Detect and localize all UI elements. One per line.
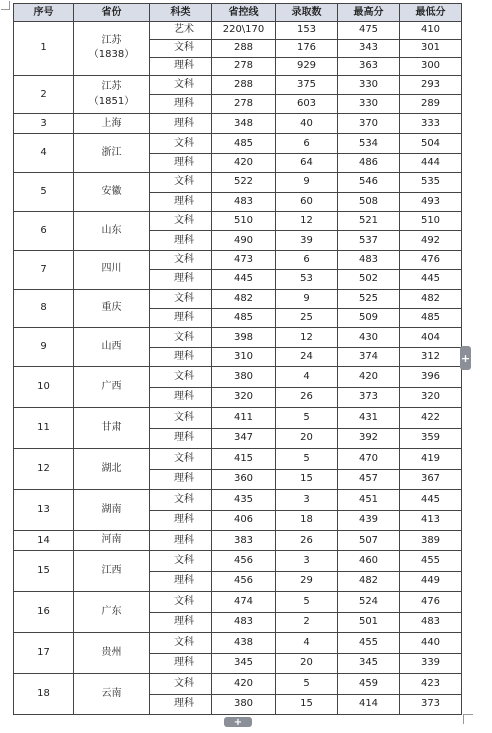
row-number: 16 — [14, 592, 74, 633]
control-line-cell: 278 — [212, 57, 276, 75]
control-line-cell: 380 — [212, 367, 276, 388]
category-cell: 理科 — [150, 694, 212, 715]
category-cell: 文科 — [150, 449, 212, 470]
category-cell: 理科 — [150, 469, 212, 490]
min-score-cell: 410 — [400, 22, 462, 40]
max-score-cell: 455 — [338, 633, 400, 654]
admitted-count-cell: 18 — [276, 510, 338, 531]
max-score-cell: 486 — [338, 153, 400, 172]
control-line-cell: 348 — [212, 114, 276, 134]
max-score-cell: 470 — [338, 449, 400, 470]
header-control-line: 省控线 — [212, 4, 276, 22]
admitted-count-cell: 40 — [276, 114, 338, 134]
control-line-cell: 485 — [212, 308, 276, 327]
min-score-cell: 389 — [400, 531, 462, 551]
min-score-cell: 301 — [400, 39, 462, 57]
max-score-cell: 546 — [338, 173, 400, 192]
min-score-cell: 413 — [400, 510, 462, 531]
control-line-cell: 474 — [212, 592, 276, 613]
control-line-cell: 310 — [212, 347, 276, 366]
max-score-cell: 439 — [338, 510, 400, 531]
control-line-cell: 485 — [212, 134, 276, 153]
min-score-cell: 289 — [400, 95, 462, 114]
category-cell: 理科 — [150, 114, 212, 134]
add-row-handle[interactable]: + — [224, 717, 252, 727]
max-score-cell: 363 — [338, 57, 400, 75]
min-score-cell: 293 — [400, 75, 462, 94]
row-number: 13 — [14, 490, 74, 531]
min-score-cell: 476 — [400, 592, 462, 613]
category-cell: 理科 — [150, 95, 212, 114]
row-number: 17 — [14, 633, 74, 674]
admitted-count-cell: 25 — [276, 308, 338, 327]
admitted-count-cell: 53 — [276, 270, 338, 289]
min-score-cell: 396 — [400, 367, 462, 388]
header-admitted: 录取数 — [276, 4, 338, 22]
header-category: 科类 — [150, 4, 212, 22]
admitted-count-cell: 20 — [276, 653, 338, 674]
table-row — [14, 289, 462, 308]
row-number: 1 — [14, 22, 74, 76]
min-score-cell: 367 — [400, 469, 462, 490]
max-score-cell: 430 — [338, 328, 400, 347]
admitted-count-cell: 64 — [276, 153, 338, 172]
min-score-cell: 404 — [400, 328, 462, 347]
category-cell: 理科 — [150, 510, 212, 531]
row-number: 18 — [14, 674, 74, 715]
category-cell: 理科 — [150, 270, 212, 289]
admitted-count-cell: 3 — [276, 551, 338, 572]
admitted-count-cell: 176 — [276, 39, 338, 57]
table-row — [14, 531, 462, 551]
province-name: 四川 — [74, 250, 150, 289]
admitted-count-cell: 5 — [276, 408, 338, 429]
control-line-cell: 490 — [212, 231, 276, 250]
max-score-cell: 501 — [338, 612, 400, 633]
category-cell: 理科 — [150, 571, 212, 592]
admitted-count-cell: 39 — [276, 231, 338, 250]
min-score-cell: 320 — [400, 387, 462, 408]
control-line-cell: 438 — [212, 633, 276, 654]
min-score-cell: 419 — [400, 449, 462, 470]
admitted-count-cell: 15 — [276, 469, 338, 490]
category-cell: 文科 — [150, 328, 212, 347]
province-name: 江苏 （1851） — [74, 75, 150, 114]
min-score-cell: 359 — [400, 428, 462, 449]
row-number: 14 — [14, 531, 74, 551]
table-row — [14, 449, 462, 470]
table-row — [14, 592, 462, 613]
min-score-cell: 333 — [400, 114, 462, 134]
min-score-cell: 476 — [400, 250, 462, 269]
admitted-count-cell: 26 — [276, 387, 338, 408]
max-score-cell: 330 — [338, 95, 400, 114]
header-province: 省份 — [74, 4, 150, 22]
row-number: 4 — [14, 134, 74, 173]
control-line-cell: 420 — [212, 674, 276, 695]
category-cell: 理科 — [150, 347, 212, 366]
category-cell: 理科 — [150, 308, 212, 327]
max-score-cell: 392 — [338, 428, 400, 449]
table-row — [14, 212, 462, 231]
max-score-cell: 524 — [338, 592, 400, 613]
category-cell: 理科 — [150, 231, 212, 250]
max-score-cell: 507 — [338, 531, 400, 551]
max-score-cell: 508 — [338, 192, 400, 211]
category-cell: 文科 — [150, 134, 212, 153]
min-score-cell: 422 — [400, 408, 462, 429]
control-line-cell: 435 — [212, 490, 276, 511]
category-cell: 理科 — [150, 153, 212, 172]
admitted-count-cell: 26 — [276, 531, 338, 551]
table-row — [14, 75, 462, 94]
table-row — [14, 490, 462, 511]
table-row — [14, 633, 462, 654]
min-score-cell: 482 — [400, 289, 462, 308]
admitted-count-cell: 12 — [276, 328, 338, 347]
category-cell: 理科 — [150, 387, 212, 408]
control-line-cell: 288 — [212, 39, 276, 57]
control-line-cell: 456 — [212, 551, 276, 572]
category-cell: 文科 — [150, 212, 212, 231]
max-score-cell: 431 — [338, 408, 400, 429]
table-row — [14, 22, 462, 40]
province-name: 河南 — [74, 531, 150, 551]
min-score-cell: 339 — [400, 653, 462, 674]
table-row — [14, 674, 462, 695]
max-score-cell: 475 — [338, 22, 400, 40]
max-score-cell: 502 — [338, 270, 400, 289]
admitted-count-cell: 3 — [276, 490, 338, 511]
admitted-count-cell: 375 — [276, 75, 338, 94]
admitted-count-cell: 15 — [276, 694, 338, 715]
admitted-count-cell: 5 — [276, 674, 338, 695]
province-name: 甘肃 — [74, 408, 150, 449]
max-score-cell: 459 — [338, 674, 400, 695]
control-line-cell: 347 — [212, 428, 276, 449]
row-number: 3 — [14, 114, 74, 134]
control-line-cell: 510 — [212, 212, 276, 231]
category-cell: 理科 — [150, 653, 212, 674]
category-cell: 文科 — [150, 367, 212, 388]
control-line-cell: 380 — [212, 694, 276, 715]
admitted-count-cell: 153 — [276, 22, 338, 40]
max-score-cell: 414 — [338, 694, 400, 715]
min-score-cell: 444 — [400, 153, 462, 172]
admission-score-table — [13, 3, 462, 715]
category-cell: 文科 — [150, 490, 212, 511]
table-row — [14, 551, 462, 572]
province-name: 贵州 — [74, 633, 150, 674]
table-row — [14, 114, 462, 134]
admitted-count-cell: 929 — [276, 57, 338, 75]
admitted-count-cell: 5 — [276, 592, 338, 613]
province-name: 山东 — [74, 212, 150, 251]
admitted-count-cell: 2 — [276, 612, 338, 633]
admitted-count-cell: 6 — [276, 250, 338, 269]
category-cell: 文科 — [150, 173, 212, 192]
category-cell: 理科 — [150, 192, 212, 211]
admitted-count-cell: 603 — [276, 95, 338, 114]
row-number: 11 — [14, 408, 74, 449]
control-line-cell: 398 — [212, 328, 276, 347]
max-score-cell: 345 — [338, 653, 400, 674]
admitted-count-cell: 9 — [276, 289, 338, 308]
admitted-count-cell: 4 — [276, 367, 338, 388]
row-number: 9 — [14, 328, 74, 367]
min-score-cell: 483 — [400, 612, 462, 633]
add-column-handle[interactable]: + — [460, 346, 471, 370]
control-line-cell: 415 — [212, 449, 276, 470]
category-cell: 理科 — [150, 531, 212, 551]
max-score-cell: 457 — [338, 469, 400, 490]
admitted-count-cell: 60 — [276, 192, 338, 211]
admitted-count-cell: 12 — [276, 212, 338, 231]
table-row — [14, 173, 462, 192]
province-name: 浙江 — [74, 134, 150, 173]
row-number: 7 — [14, 250, 74, 289]
category-cell: 理科 — [150, 428, 212, 449]
row-number: 15 — [14, 551, 74, 592]
control-line-cell: 483 — [212, 192, 276, 211]
min-score-cell: 445 — [400, 490, 462, 511]
min-score-cell: 445 — [400, 270, 462, 289]
min-score-cell: 504 — [400, 134, 462, 153]
category-cell: 理科 — [150, 612, 212, 633]
province-name: 湖北 — [74, 449, 150, 490]
control-line-cell: 345 — [212, 653, 276, 674]
province-name: 广西 — [74, 367, 150, 408]
row-number: 6 — [14, 212, 74, 251]
category-cell: 文科 — [150, 592, 212, 613]
max-score-cell: 451 — [338, 490, 400, 511]
header-max-score: 最高分 — [338, 4, 400, 22]
min-score-cell: 423 — [400, 674, 462, 695]
category-cell: 文科 — [150, 551, 212, 572]
row-number: 2 — [14, 75, 74, 114]
category-cell: 文科 — [150, 408, 212, 429]
category-cell: 文科 — [150, 633, 212, 654]
province-name: 山西 — [74, 328, 150, 367]
table-row — [14, 408, 462, 429]
province-name: 云南 — [74, 674, 150, 715]
admitted-count-cell: 5 — [276, 449, 338, 470]
resize-corner-marker[interactable] — [463, 714, 473, 724]
province-name: 安徽 — [74, 173, 150, 212]
row-number: 8 — [14, 289, 74, 328]
table-row — [14, 328, 462, 347]
control-line-cell: 320 — [212, 387, 276, 408]
max-score-cell: 420 — [338, 367, 400, 388]
min-score-cell: 440 — [400, 633, 462, 654]
row-number: 5 — [14, 173, 74, 212]
table-row — [14, 250, 462, 269]
max-score-cell: 482 — [338, 571, 400, 592]
province-name: 上海 — [74, 114, 150, 134]
max-score-cell: 343 — [338, 39, 400, 57]
max-score-cell: 509 — [338, 308, 400, 327]
max-score-cell: 534 — [338, 134, 400, 153]
control-line-cell: 522 — [212, 173, 276, 192]
table-corner-marker — [1, 1, 10, 10]
category-cell: 文科 — [150, 250, 212, 269]
control-line-cell: 360 — [212, 469, 276, 490]
province-name: 江西 — [74, 551, 150, 592]
min-score-cell: 492 — [400, 231, 462, 250]
admitted-count-cell: 9 — [276, 173, 338, 192]
category-cell: 艺术 — [150, 22, 212, 40]
min-score-cell: 510 — [400, 212, 462, 231]
province-name: 湖南 — [74, 490, 150, 531]
max-score-cell: 521 — [338, 212, 400, 231]
min-score-cell: 449 — [400, 571, 462, 592]
row-number: 10 — [14, 367, 74, 408]
max-score-cell: 537 — [338, 231, 400, 250]
row-number: 12 — [14, 449, 74, 490]
min-score-cell: 485 — [400, 308, 462, 327]
province-name: 重庆 — [74, 289, 150, 328]
control-line-cell: 411 — [212, 408, 276, 429]
control-line-cell: 420 — [212, 153, 276, 172]
category-cell: 理科 — [150, 57, 212, 75]
admitted-count-cell: 29 — [276, 571, 338, 592]
control-line-cell: 456 — [212, 571, 276, 592]
header-min-score: 最低分 — [400, 4, 462, 22]
min-score-cell: 493 — [400, 192, 462, 211]
control-line-cell: 482 — [212, 289, 276, 308]
max-score-cell: 330 — [338, 75, 400, 94]
control-line-cell: 406 — [212, 510, 276, 531]
admitted-count-cell: 20 — [276, 428, 338, 449]
table-body — [14, 22, 462, 715]
control-line-cell: 473 — [212, 250, 276, 269]
max-score-cell: 374 — [338, 347, 400, 366]
admitted-count-cell: 4 — [276, 633, 338, 654]
min-score-cell: 312 — [400, 347, 462, 366]
table-header-row — [14, 4, 462, 22]
max-score-cell: 460 — [338, 551, 400, 572]
control-line-cell: 383 — [212, 531, 276, 551]
min-score-cell: 373 — [400, 694, 462, 715]
control-line-cell: 220\170 — [212, 22, 276, 40]
control-line-cell: 445 — [212, 270, 276, 289]
control-line-cell: 483 — [212, 612, 276, 633]
min-score-cell: 535 — [400, 173, 462, 192]
max-score-cell: 483 — [338, 250, 400, 269]
max-score-cell: 525 — [338, 289, 400, 308]
min-score-cell: 455 — [400, 551, 462, 572]
admitted-count-cell: 6 — [276, 134, 338, 153]
header-no: 序号 — [14, 4, 74, 22]
min-score-cell: 300 — [400, 57, 462, 75]
control-line-cell: 278 — [212, 95, 276, 114]
control-line-cell: 288 — [212, 75, 276, 94]
category-cell: 文科 — [150, 75, 212, 94]
max-score-cell: 373 — [338, 387, 400, 408]
max-score-cell: 370 — [338, 114, 400, 134]
category-cell: 文科 — [150, 39, 212, 57]
table-row — [14, 134, 462, 153]
category-cell: 文科 — [150, 289, 212, 308]
table-row — [14, 367, 462, 388]
province-name: 广东 — [74, 592, 150, 633]
admitted-count-cell: 24 — [276, 347, 338, 366]
province-name: 江苏 （1838） — [74, 22, 150, 76]
category-cell: 文科 — [150, 674, 212, 695]
